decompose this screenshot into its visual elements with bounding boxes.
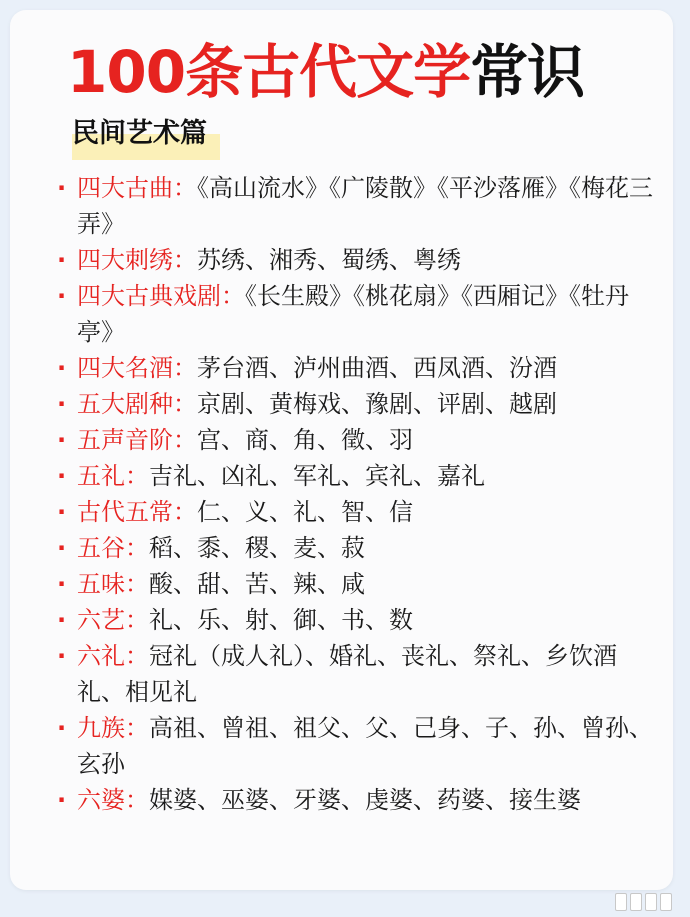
list-item <box>56 170 656 242</box>
item-label: 五礼： <box>77 462 149 490</box>
bullet-icon: · <box>57 390 67 418</box>
item-label: 五味： <box>77 570 149 598</box>
item-label: 四大古曲： <box>77 174 197 202</box>
item-content: 酸、甜、苦、辣、咸 <box>149 570 365 598</box>
item-label: 五大剧种： <box>77 390 197 418</box>
item-content: 稻、黍、稷、麦、菽 <box>149 534 365 562</box>
page-title <box>67 34 584 110</box>
bullet-icon: · <box>57 714 67 742</box>
item-label: 古代五常： <box>77 498 197 526</box>
item-content: 《长生殿》《桃花扇》《西厢记》《牡丹亭》 <box>77 282 629 346</box>
bullet-icon: · <box>57 462 67 490</box>
item-label: 九族： <box>77 714 149 742</box>
list-item <box>56 530 656 566</box>
item-content: 《高山流水》《广陵散》《平沙落雁》《梅花三弄》 <box>77 174 653 238</box>
item-label: 四大古典戏剧： <box>77 282 245 310</box>
list-item <box>56 494 656 530</box>
bullet-icon: · <box>57 606 67 634</box>
item-content: 礼、乐、射、御、书、数 <box>149 606 413 634</box>
list-item <box>56 242 656 278</box>
watermark-mark <box>615 893 672 911</box>
page-title-black: 常识 <box>470 38 585 106</box>
bullet-icon: · <box>57 570 67 598</box>
list-item <box>56 602 656 638</box>
list-item <box>56 638 656 710</box>
bullet-icon: · <box>57 174 67 202</box>
bullet-icon: · <box>57 246 67 274</box>
bullet-icon: · <box>57 282 67 310</box>
item-content: 高祖、曾祖、祖父、父、己身、子、孙、曾孙、玄孙 <box>77 714 653 778</box>
watermark-block-icon <box>615 893 627 911</box>
item-content: 宫、商、角、徵、羽 <box>197 426 413 454</box>
knowledge-list <box>56 170 656 818</box>
item-content: 吉礼、凶礼、军礼、宾礼、嘉礼 <box>149 462 485 490</box>
list-item <box>56 710 656 782</box>
list-item <box>56 566 656 602</box>
list-item <box>56 422 656 458</box>
item-label: 六艺： <box>77 606 149 634</box>
item-label: 四大刺绣： <box>77 246 197 274</box>
bullet-icon: · <box>57 426 67 454</box>
list-item <box>56 782 656 818</box>
bullet-icon: · <box>57 498 67 526</box>
list-item <box>56 386 656 422</box>
item-content: 苏绣、湘秀、蜀绣、粤绣 <box>197 246 461 274</box>
item-label: 六礼： <box>77 642 149 670</box>
section-label: 民间艺术篇 <box>72 118 207 149</box>
item-content: 京剧、黄梅戏、豫剧、评剧、越剧 <box>197 390 557 418</box>
section-heading <box>72 114 207 160</box>
item-content: 仁、义、礼、智、信 <box>197 498 413 526</box>
bullet-icon: · <box>57 786 67 814</box>
page-title-red: 100条古代文学 <box>67 38 471 106</box>
bullet-icon: · <box>57 642 67 670</box>
item-label: 五声音阶： <box>77 426 197 454</box>
item-content: 茅台酒、泸州曲酒、西凤酒、汾酒 <box>197 354 557 382</box>
list-item <box>56 458 656 494</box>
watermark-block-icon <box>645 893 657 911</box>
item-content: 冠礼（成人礼）、婚礼、丧礼、祭礼、乡饮酒礼、相见礼 <box>77 642 617 706</box>
list-item <box>56 278 656 350</box>
watermark-block-icon <box>630 893 642 911</box>
item-label: 四大名酒： <box>77 354 197 382</box>
item-label: 五谷： <box>77 534 149 562</box>
item-content: 媒婆、巫婆、牙婆、虔婆、药婆、接生婆 <box>149 786 581 814</box>
watermark-block-icon <box>660 893 672 911</box>
bullet-icon: · <box>57 534 67 562</box>
item-label: 六婆： <box>77 786 149 814</box>
bullet-icon: · <box>57 354 67 382</box>
content-card <box>10 10 673 890</box>
list-item <box>56 350 656 386</box>
